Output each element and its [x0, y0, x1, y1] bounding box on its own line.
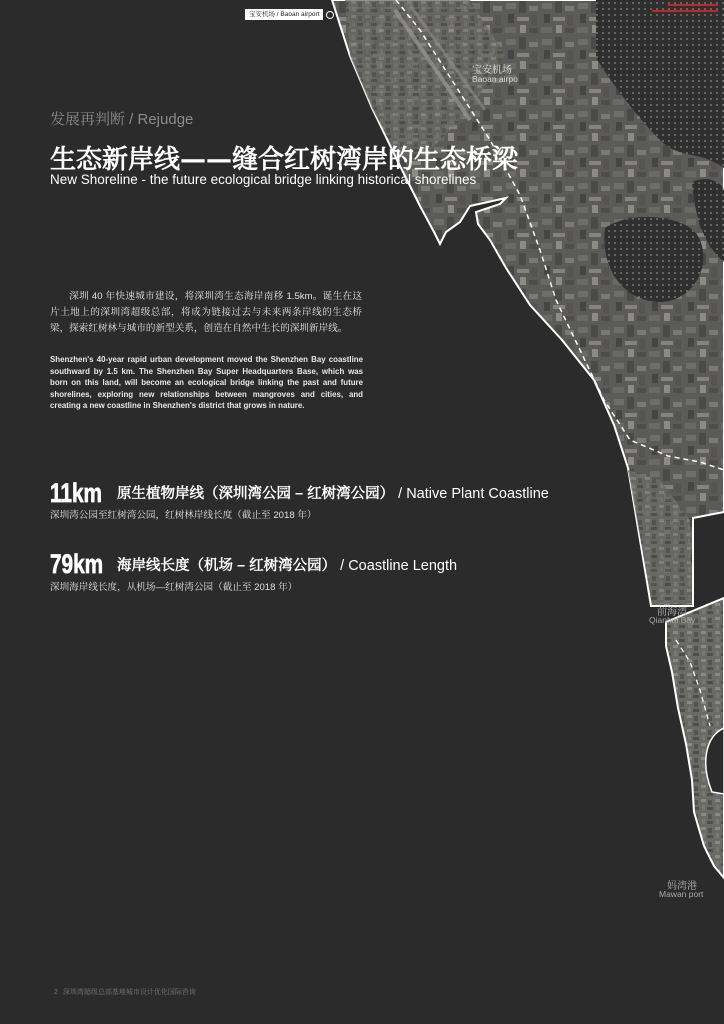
map-label-qianhai-en: Qianhai Bay [649, 615, 696, 625]
intro-paragraph-en: Shenzhen's 40-year rapid urban development moved the Shenzhen Bay coastline southward by 1.5 km. The Shenzhen Bay Super Headquarters Base, which was born on this land, will become an ecological bridge linking the past and future shorelines, exploring new relationships between mangroves and cities, and creating a new coastline in Shenzhen's district that grows in nature. [50, 355, 363, 411]
map-label-mawan-en: Mawan port [659, 889, 704, 899]
stat-note: 深圳湾公园至红树湾公园，红树林岸线长度（截止至 2018 年） [50, 510, 317, 521]
intro-paragraph-zh: 深圳 40 年快速城市建设，将深圳湾生态海岸南移 1.5km。诞生在这片土地上的深圳湾超级总部，将成为链接过去与未来两条岸线的生态桥梁，探索红树林与城市的新型关系，创造在自然中生长的深圳新岸线。 [50, 291, 362, 334]
airport-tag: 宝安机场 / Baoan airport [245, 9, 323, 20]
map-label-baoan-zh: 宝安机场 [472, 65, 512, 76]
stat-heading-zh: 海岸线长度（机场 – 红树湾公园） [117, 558, 337, 574]
page-title-zh: 生态新岸线——缝合红树湾岸的生态桥梁 [50, 145, 519, 175]
stat-heading [117, 485, 549, 503]
page-number: 2 [54, 989, 58, 996]
red-annotation-mark [650, 2, 720, 16]
stat-note: 深圳海岸线长度，从机场—红树湾公园（截止至 2018 年） [50, 582, 298, 593]
stat-heading-en: / Native Plant Coastline [398, 486, 549, 502]
footer [54, 987, 196, 997]
page-title-en: New Shoreline - the future ecological bridge linking historical shorelines [50, 172, 477, 187]
stat-heading-zh: 原生植物岸线（深圳湾公园 – 红树湾公园） [117, 486, 395, 502]
location-marker-icon [326, 11, 334, 19]
stat-heading [117, 557, 457, 575]
map-label-mawan-zh: 妈湾港 [667, 881, 697, 892]
stat-value: 11km [50, 478, 103, 508]
section-label: 发展再判断 / Rejudge [50, 111, 194, 128]
stat-value: 79km [50, 549, 104, 579]
footer-project-title: 深圳湾超级总部基地城市设计优化国际咨询 [62, 989, 196, 996]
stat-heading-en: / Coastline Length [340, 558, 458, 574]
map-label-baoan-en: Baoan airpo [472, 74, 518, 84]
map-label-qianhai-zh: 前海湾 [657, 607, 687, 618]
